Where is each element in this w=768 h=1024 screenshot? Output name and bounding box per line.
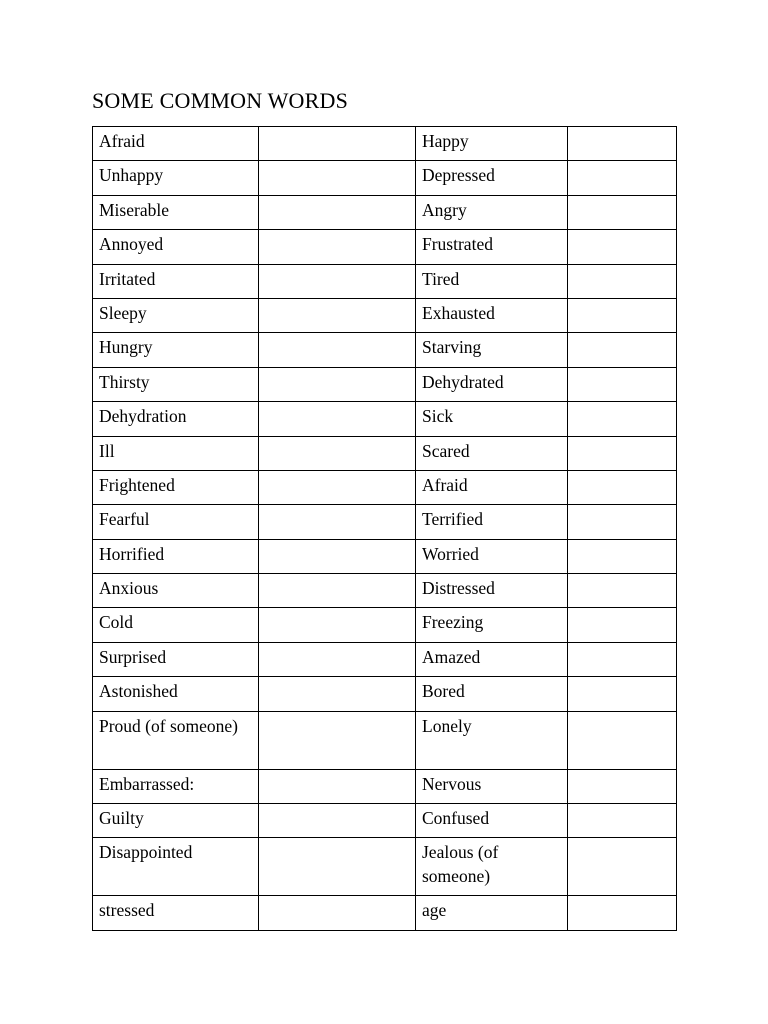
right-answer-cell[interactable] — [568, 333, 677, 367]
right-answer-cell[interactable] — [568, 505, 677, 539]
right-answer-cell[interactable] — [568, 264, 677, 298]
left-answer-cell[interactable] — [259, 298, 416, 332]
table-row — [93, 436, 677, 470]
table-row — [93, 539, 677, 573]
right-answer-cell[interactable] — [568, 642, 677, 676]
right-word-cell: Sick — [416, 402, 568, 436]
table-row — [93, 505, 677, 539]
left-word-cell: Annoyed — [93, 230, 259, 264]
right-answer-cell[interactable] — [568, 574, 677, 608]
table-row — [93, 298, 677, 332]
left-answer-cell[interactable] — [259, 127, 416, 161]
right-word-cell: Confused — [416, 804, 568, 838]
right-word-cell: Frustrated — [416, 230, 568, 264]
table-row — [93, 608, 677, 642]
right-word-cell: Worried — [416, 539, 568, 573]
left-word-cell: Surprised — [93, 642, 259, 676]
right-word-cell: age — [416, 896, 568, 930]
right-answer-cell[interactable] — [568, 711, 677, 769]
right-answer-cell[interactable] — [568, 402, 677, 436]
words-table — [92, 126, 677, 931]
right-answer-cell[interactable] — [568, 470, 677, 504]
table-row — [93, 677, 677, 711]
table-row — [93, 896, 677, 930]
right-word-cell: Afraid — [416, 470, 568, 504]
left-answer-cell[interactable] — [259, 896, 416, 930]
left-word-cell: Thirsty — [93, 367, 259, 401]
left-word-cell: Cold — [93, 608, 259, 642]
right-answer-cell[interactable] — [568, 127, 677, 161]
left-answer-cell[interactable] — [259, 505, 416, 539]
table-row — [93, 470, 677, 504]
table-row — [93, 711, 677, 769]
left-answer-cell[interactable] — [259, 264, 416, 298]
right-word-cell: Amazed — [416, 642, 568, 676]
right-answer-cell[interactable] — [568, 838, 677, 896]
table-row — [93, 367, 677, 401]
table-row — [93, 574, 677, 608]
left-answer-cell[interactable] — [259, 402, 416, 436]
right-answer-cell[interactable] — [568, 230, 677, 264]
right-word-cell: Jealous (of someone) — [416, 838, 568, 896]
right-word-cell: Dehydrated — [416, 367, 568, 401]
left-word-cell: Guilty — [93, 804, 259, 838]
left-answer-cell[interactable] — [259, 711, 416, 769]
left-answer-cell[interactable] — [259, 804, 416, 838]
table-row — [93, 838, 677, 896]
right-answer-cell[interactable] — [568, 769, 677, 803]
right-word-cell: Terrified — [416, 505, 568, 539]
table-row — [93, 161, 677, 195]
left-answer-cell[interactable] — [259, 608, 416, 642]
left-word-cell: Astonished — [93, 677, 259, 711]
table-row — [93, 127, 677, 161]
page-title: SOME COMMON WORDS — [92, 88, 349, 113]
left-word-cell: Dehydration — [93, 402, 259, 436]
right-answer-cell[interactable] — [568, 608, 677, 642]
table-row — [93, 195, 677, 229]
right-answer-cell[interactable] — [568, 195, 677, 229]
right-answer-cell[interactable] — [568, 539, 677, 573]
table-row — [93, 264, 677, 298]
right-answer-cell[interactable] — [568, 367, 677, 401]
right-answer-cell[interactable] — [568, 896, 677, 930]
table-row — [93, 402, 677, 436]
table-row — [93, 769, 677, 803]
right-answer-cell[interactable] — [568, 161, 677, 195]
left-answer-cell[interactable] — [259, 367, 416, 401]
right-word-cell: Bored — [416, 677, 568, 711]
right-word-cell: Depressed — [416, 161, 568, 195]
table-row — [93, 230, 677, 264]
left-answer-cell[interactable] — [259, 574, 416, 608]
table-row — [93, 804, 677, 838]
left-word-cell: Miserable — [93, 195, 259, 229]
right-word-cell: Distressed — [416, 574, 568, 608]
left-word-cell: Unhappy — [93, 161, 259, 195]
right-answer-cell[interactable] — [568, 804, 677, 838]
left-word-cell: Hungry — [93, 333, 259, 367]
left-word-cell: Sleepy — [93, 298, 259, 332]
left-answer-cell[interactable] — [259, 333, 416, 367]
left-answer-cell[interactable] — [259, 838, 416, 896]
left-word-cell: Frightened — [93, 470, 259, 504]
right-word-cell: Lonely — [416, 711, 568, 769]
right-answer-cell[interactable] — [568, 436, 677, 470]
left-answer-cell[interactable] — [259, 642, 416, 676]
left-word-cell: Afraid — [93, 127, 259, 161]
right-word-cell: Exhausted — [416, 298, 568, 332]
left-word-cell: stressed — [93, 896, 259, 930]
left-answer-cell[interactable] — [259, 436, 416, 470]
left-answer-cell[interactable] — [259, 677, 416, 711]
left-answer-cell[interactable] — [259, 195, 416, 229]
left-answer-cell[interactable] — [259, 470, 416, 504]
table-row — [93, 333, 677, 367]
left-word-cell: Fearful — [93, 505, 259, 539]
left-word-cell: Proud (of someone) — [93, 711, 259, 769]
table-row — [93, 642, 677, 676]
right-word-cell: Freezing — [416, 608, 568, 642]
left-answer-cell[interactable] — [259, 539, 416, 573]
left-answer-cell[interactable] — [259, 230, 416, 264]
left-word-cell: Disappointed — [93, 838, 259, 896]
left-answer-cell[interactable] — [259, 769, 416, 803]
right-word-cell: Starving — [416, 333, 568, 367]
right-answer-cell[interactable] — [568, 298, 677, 332]
left-word-cell: Irritated — [93, 264, 259, 298]
left-word-cell: Anxious — [93, 574, 259, 608]
left-word-cell: Ill — [93, 436, 259, 470]
left-answer-cell[interactable] — [259, 161, 416, 195]
right-answer-cell[interactable] — [568, 677, 677, 711]
left-word-cell: Embarrassed: — [93, 769, 259, 803]
right-word-cell: Happy — [416, 127, 568, 161]
right-word-cell: Angry — [416, 195, 568, 229]
right-word-cell: Nervous — [416, 769, 568, 803]
left-word-cell: Horrified — [93, 539, 259, 573]
right-word-cell: Scared — [416, 436, 568, 470]
right-word-cell: Tired — [416, 264, 568, 298]
